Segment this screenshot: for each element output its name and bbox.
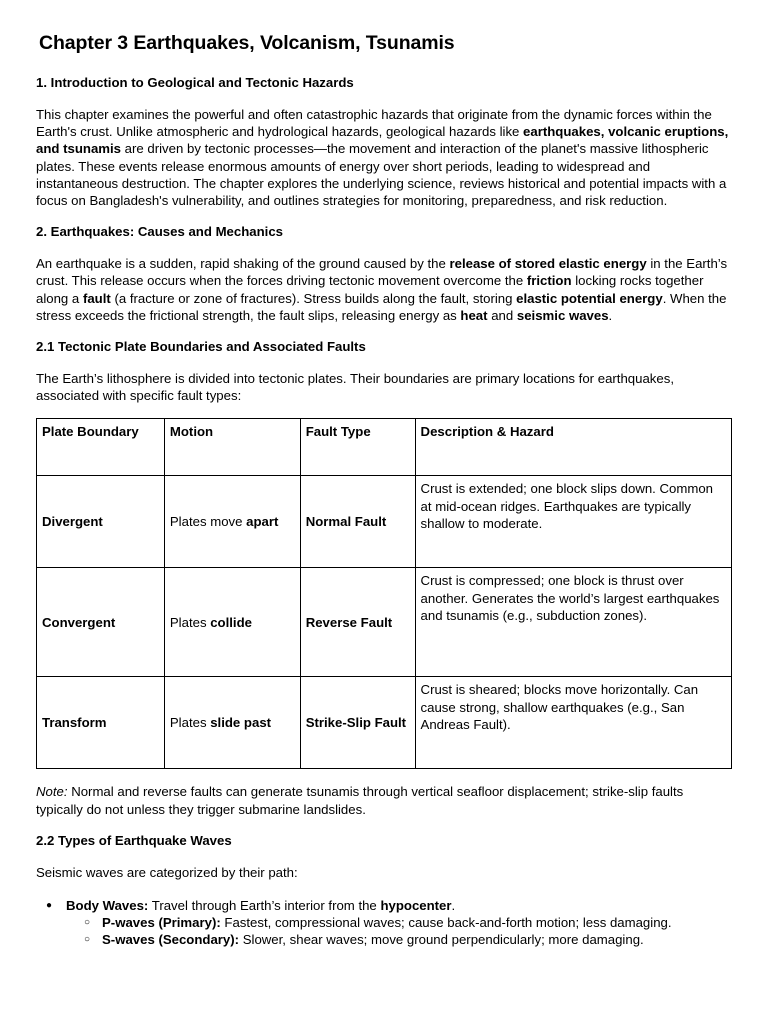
table-cell-description: Crust is extended; one block slips down. Common at mid-ocean ridges. Earthquakes are typically shallow to moderate. bbox=[415, 476, 731, 568]
table-row bbox=[37, 568, 732, 677]
table-cell-fault-type: Strike-Slip Fault bbox=[300, 677, 415, 769]
table-cell-boundary: Convergent bbox=[37, 568, 165, 677]
plate-boundaries-intro: The Earth’s lithosphere is divided into tectonic plates. Their boundaries are primary locations for earthquakes, associated with specific fault types: bbox=[36, 371, 674, 404]
wave-types-intro: Seismic waves are categorized by their path: bbox=[36, 864, 298, 880]
section-heading-earthquakes: 2. Earthquakes: Causes and Mechanics bbox=[36, 224, 283, 240]
table-cell-motion: Plates move apart bbox=[164, 476, 300, 568]
table-header-cell: Plate Boundary bbox=[37, 419, 165, 476]
list-item: ● Body Waves: Travel through Earth’s interior from the hypocenter. ○ P-waves (Primary): Fastest, compressional waves; cause back-and-forth motion; less damaging. ○ S-waves (Secondary): Slower, shear waves; move ground perpendicularly; more damaging. bbox=[46, 897, 730, 949]
table-header-cell: Description & Hazard bbox=[415, 419, 731, 476]
list-item: ○ S-waves (Secondary): Slower, shear waves; move ground perpendicularly; more damaging. bbox=[82, 931, 730, 948]
chapter-title: Chapter 3 Earthquakes, Volcanism, Tsunamis bbox=[39, 32, 455, 54]
table-cell-description: Crust is sheared; blocks move horizontally. Can cause strong, shallow earthquakes (e.g., San Andreas Fault). bbox=[415, 677, 731, 769]
plate-boundary-table bbox=[36, 418, 732, 769]
table-cell-description: Crust is compressed; one block is thrust over another. Generates the world’s largest earthquakes and tsunamis (e.g., subduction zones). bbox=[415, 568, 731, 677]
table-cell-motion: Plates collide bbox=[164, 568, 300, 677]
table-cell-boundary: Divergent bbox=[37, 476, 165, 568]
table-cell-fault-type: Reverse Fault bbox=[300, 568, 415, 677]
table-cell-motion: Plates slide past bbox=[164, 677, 300, 769]
section-heading-introduction: 1. Introduction to Geological and Tectonic Hazards bbox=[36, 75, 354, 90]
introduction-paragraph: This chapter examines the powerful and often catastrophic hazards that originate from the dynamic forces within the Earth's crust. Unlike atmospheric and hydrological hazards, geological hazards like earthquakes, volcanic eruptions, and tsunamis are driven by tectonic processes—the movement and interaction of the planet's massive lithospheric plates. These events release enormous amounts of energy over short periods, leading to widespread and instantaneous destruction. The chapter explores the underlying science, reviews historical and potential impacts with a focus on Bangladesh's vulnerability, and outlines strategies for monitoring, preparedness, and risk reduction. bbox=[36, 107, 729, 209]
table-header-cell: Fault Type bbox=[300, 419, 415, 476]
table-header-row bbox=[37, 419, 732, 476]
table-row bbox=[37, 476, 732, 568]
table-row bbox=[37, 677, 732, 769]
list-item: ○ P-waves (Primary): Fastest, compressional waves; cause back-and-forth motion; less damaging. bbox=[82, 914, 730, 931]
earthquakes-paragraph: An earthquake is a sudden, rapid shaking of the ground caused by the release of stored elastic energy in the Earth’s crust. This release occurs when the forces driving tectonic movement overcome the friction locking rocks together along a fault (a fracture or zone of fractures). Stress builds along the fault, storing elastic potential energy. When the stress exceeds the frictional strength, the fault slips, releasing energy as heat and seismic waves. bbox=[36, 256, 728, 323]
table-note: Note: Normal and reverse faults can generate tsunamis through vertical seafloor displacement; strike-slip faults typically do not unless they trigger submarine landslides. bbox=[36, 784, 684, 817]
body-waves-sublist bbox=[66, 914, 730, 948]
section-heading-plate-boundaries: 2.1 Tectonic Plate Boundaries and Associated Faults bbox=[36, 339, 366, 355]
wave-types-list bbox=[36, 897, 730, 949]
table-cell-boundary: Transform bbox=[37, 677, 165, 769]
table-header-cell: Motion bbox=[164, 419, 300, 476]
section-heading-wave-types: 2.2 Types of Earthquake Waves bbox=[36, 832, 232, 848]
table-cell-fault-type: Normal Fault bbox=[300, 476, 415, 568]
